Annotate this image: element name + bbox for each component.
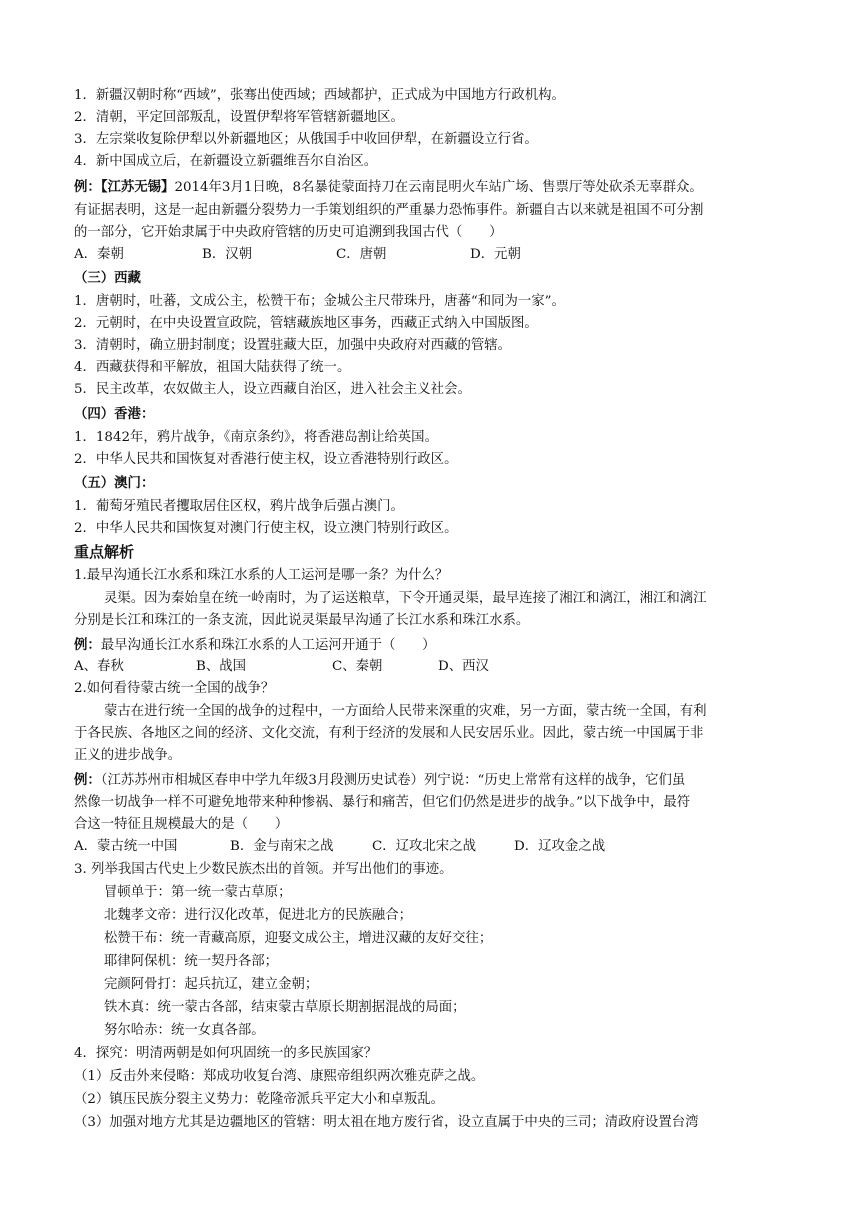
key-analysis-heading: 重点解析	[74, 543, 135, 561]
section-heading-macau: （五）澳门：	[74, 475, 155, 491]
text-line: 3．左宗棠收复除伊犁以外新疆地区；从俄国手中收回伊犁，在新疆设立行省。	[74, 132, 538, 147]
text-line: 2．元朝时，在中央设置宣政院，管辖藏族地区事务，西藏正式纳入中国版图。	[74, 316, 538, 331]
example-label: 例：	[74, 772, 101, 788]
text-line: 的一部分，它开始隶属于中央政府管辖的历史可追溯到我国古代（ ）	[74, 225, 503, 240]
text-line: 2．清朝，平定回部叛乱，设置伊犁将军管辖新疆地区。	[74, 110, 404, 125]
text-line: 铁木真：统一蒙古各部，结束蒙古草原长期割据混战的局面；	[104, 1000, 466, 1015]
option-d: D．元朝	[470, 247, 521, 262]
text-line: 1．1842年，鸦片战争，《南京条约》，将香港岛割让给英国。	[74, 430, 438, 445]
option-d: D．辽攻金之战	[514, 839, 606, 854]
text-line: 有证据表明，这是一起由新疆分裂势力一手策划组织的严重暴力恐怖事件。新疆自古以来就是祖国不可分割	[74, 203, 704, 218]
option-a: A、春秋	[74, 659, 124, 674]
text-line: 4．探究：明清两朝是如何巩固统一的多民族国家？	[74, 1046, 378, 1061]
text-line: 正义的进步战争。	[74, 748, 182, 763]
text-line: 耶律阿保机：统一契丹各部；	[104, 954, 279, 969]
option-d: D、西汉	[438, 659, 489, 674]
text-line: 2.如何看待蒙古统一全国的战争？	[74, 681, 275, 696]
text-line: 合这一特征且规模最大的是（ ）	[74, 817, 289, 832]
option-a: A．蒙古统一中国	[74, 839, 178, 854]
options-row	[74, 836, 794, 858]
option-b: B．金与南宋之战	[230, 839, 334, 854]
example-text: 最早沟通长江水系和珠江水系的人工运河开通于（ ）	[100, 638, 436, 653]
text-line: 4．新中国成立后，在新疆设立新疆维吾尔自治区。	[74, 154, 378, 169]
option-c: C、秦朝	[332, 659, 383, 674]
option-c: C．辽攻北宋之战	[372, 839, 476, 854]
text-line: 完颜阿骨打：起兵抗辽，建立金朝；	[104, 977, 319, 992]
example-label: 例：	[74, 637, 101, 653]
options-row	[74, 656, 794, 678]
text-line: 1．葡萄牙殖民者攫取居住区权，鸦片战争后强占澳门。	[74, 499, 404, 514]
text-line: 1．唐朝时，吐蕃，文成公主，松赞干布；金城公主尺带珠丹，唐蕃“和同为一家”。	[74, 294, 565, 309]
option-b: B、战国	[196, 659, 247, 674]
text-line: 3. 列举我国古代史上少数民族杰出的首领。并写出他们的事迹。	[74, 862, 453, 877]
example-label: 例：	[74, 179, 101, 195]
option-a: A．秦朝	[74, 247, 124, 262]
text-line: 于各民族、各地区之间的经济、文化交流，有利于经济的发展和人民安居乐业。因此，蒙古统一中国属于非	[74, 726, 704, 741]
text-line: 蒙古在进行统一全国的战争的过程中，一方面给人民带来深重的灾难，另一方面，蒙古统一全国，有利	[104, 704, 707, 719]
options-row	[74, 244, 794, 266]
example-text: （江苏苏州市相城区春申中学九年级3月段测历史试卷）列宁说：“历史上常常有这样的战争，它们虽	[100, 773, 686, 788]
example-text: 2014年3月1日晚，8名暴徒蒙面持刀在云南昆明火车站广场、售票厅等处砍杀无辜群众。	[174, 180, 703, 195]
text-line: 松赞干布：统一青藏高原，迎娶文成公主，增进汉藏的友好交往；	[104, 931, 493, 946]
text-line: 3．清朝时，确立册封制度；设置驻藏大臣，加强中央政府对西藏的管辖。	[74, 338, 512, 353]
text-line: （1）反击外来侵略：郑成功收复台湾、康熙帝组织两次雅克萨之战。	[74, 1069, 485, 1084]
text-line: 分别是长江和珠江的一条支流，因此说灵渠最早沟通了长江水系和珠江水系。	[74, 613, 530, 628]
section-heading-hongkong: （四）香港：	[74, 406, 155, 422]
text-line: 努尔哈赤：统一女真各部。	[104, 1023, 265, 1038]
text-line: 然像一切战争一样不可避免地带来种种惨祸、暴行和痛苦，但它们仍然是进步的战争。”以下战争中，最符	[74, 795, 691, 810]
section-heading-tibet: （三）西藏	[74, 270, 141, 286]
option-c: C．唐朝	[336, 247, 387, 262]
example-line	[74, 634, 794, 657]
example-source: 【江苏无锡】	[100, 179, 175, 195]
text-line: 4．西藏获得和平解放，祖国大陆获得了统一。	[74, 360, 351, 375]
text-line: （2）镇压民族分裂主义势力：乾隆帝派兵平定大小和卓叛乱。	[74, 1092, 445, 1107]
example-line	[74, 176, 794, 199]
text-line: 冒顿单于：第一统一蒙古草原；	[104, 885, 292, 900]
option-b: B．汉朝	[202, 247, 253, 262]
text-line: 1．新疆汉朝时称“西域”，张骞出使西域；西域都护，正式成为中国地方行政机构。	[74, 88, 565, 103]
text-line: 1.最早沟通长江水系和珠江水系的人工运河是哪一条？为什么？	[74, 568, 449, 583]
text-line: 北魏孝文帝：进行汉化改革，促进北方的民族融合；	[104, 908, 412, 923]
text-line: 2．中华人民共和国恢复对香港行使主权，设立香港特别行政区。	[74, 452, 458, 467]
example-line	[74, 769, 794, 792]
text-line: 5．民主改革，农奴做主人，设立西藏自治区，进入社会主义社会。	[74, 382, 471, 397]
text-line: （3）加强对地方尤其是边疆地区的管辖：明太祖在地方废行省，设立直属于中央的三司；清政府设置台湾	[74, 1115, 699, 1130]
text-line: 2．中华人民共和国恢复对澳门行使主权，设立澳门特别行政区。	[74, 521, 458, 536]
text-line: 灵渠。因为秦始皇在统一岭南时，为了运送粮草，下令开通灵渠，最早连接了湘江和漓江，湘江和漓江	[104, 591, 707, 606]
